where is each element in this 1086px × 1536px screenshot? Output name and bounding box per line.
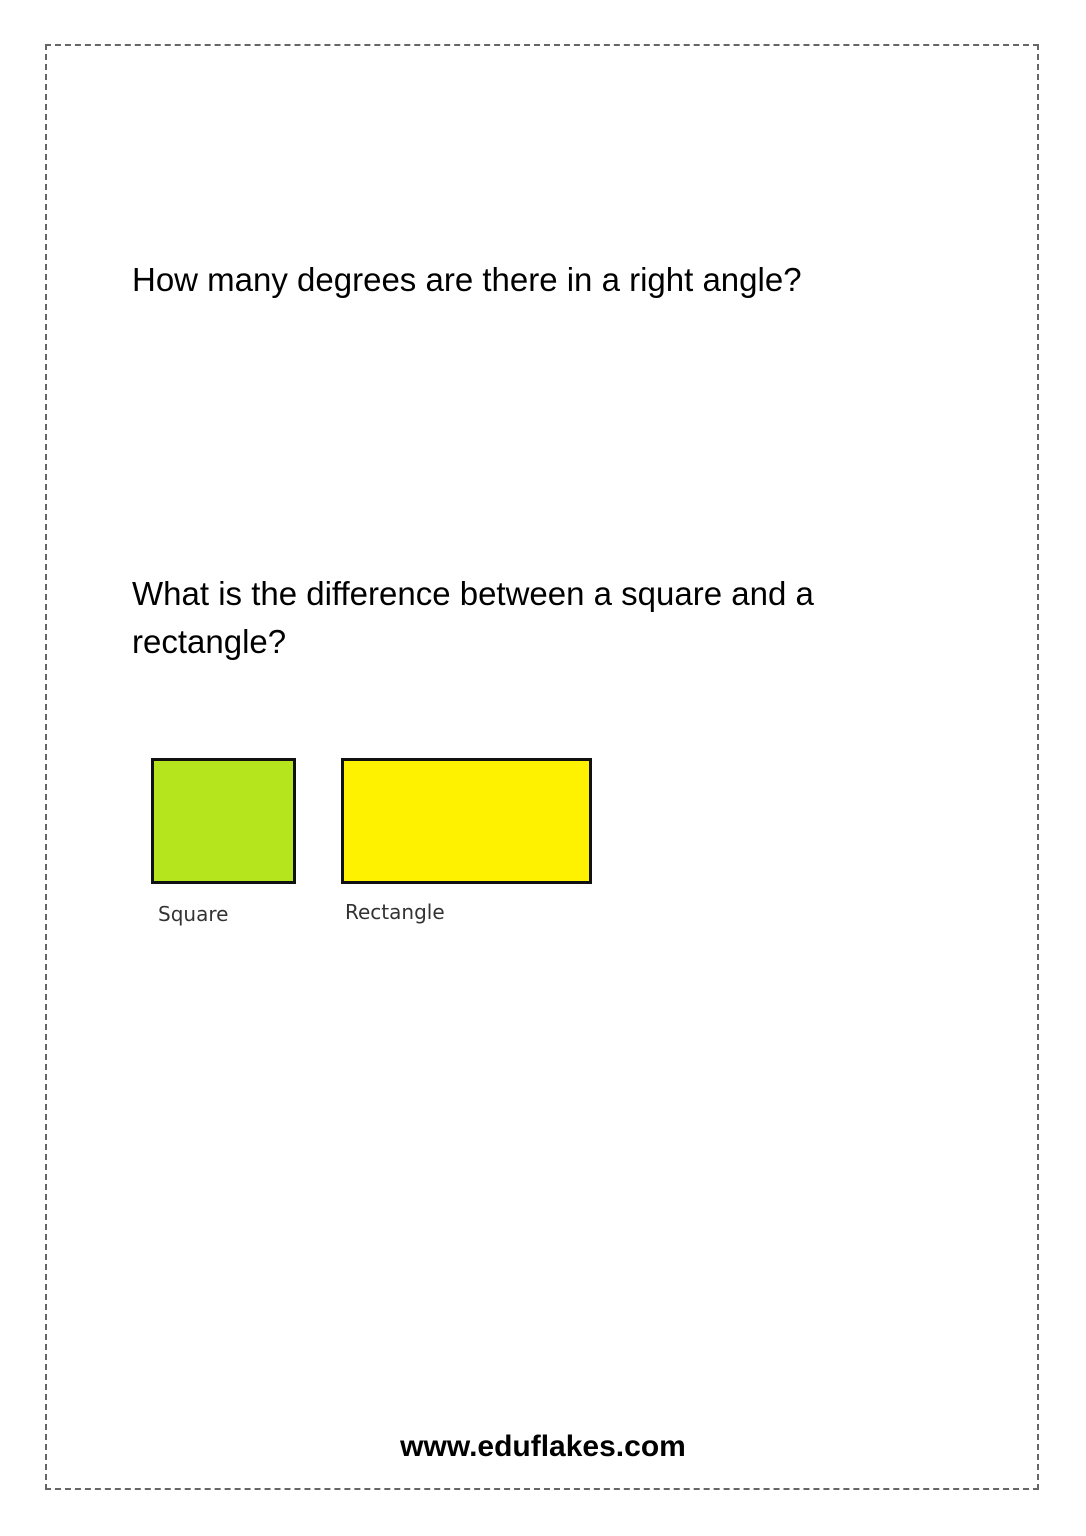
rectangle-shape bbox=[341, 758, 592, 884]
rectangle-label: Rectangle bbox=[345, 900, 445, 924]
square-shape bbox=[151, 758, 296, 884]
square-label: Square bbox=[158, 902, 229, 926]
footer-website[interactable]: www.eduflakes.com bbox=[400, 1430, 686, 1463]
question-right-angle: How many degrees are there in a right angle? bbox=[132, 261, 802, 298]
question-square-vs-rectangle: What is the difference between a square and a rectangle? bbox=[132, 575, 814, 660]
